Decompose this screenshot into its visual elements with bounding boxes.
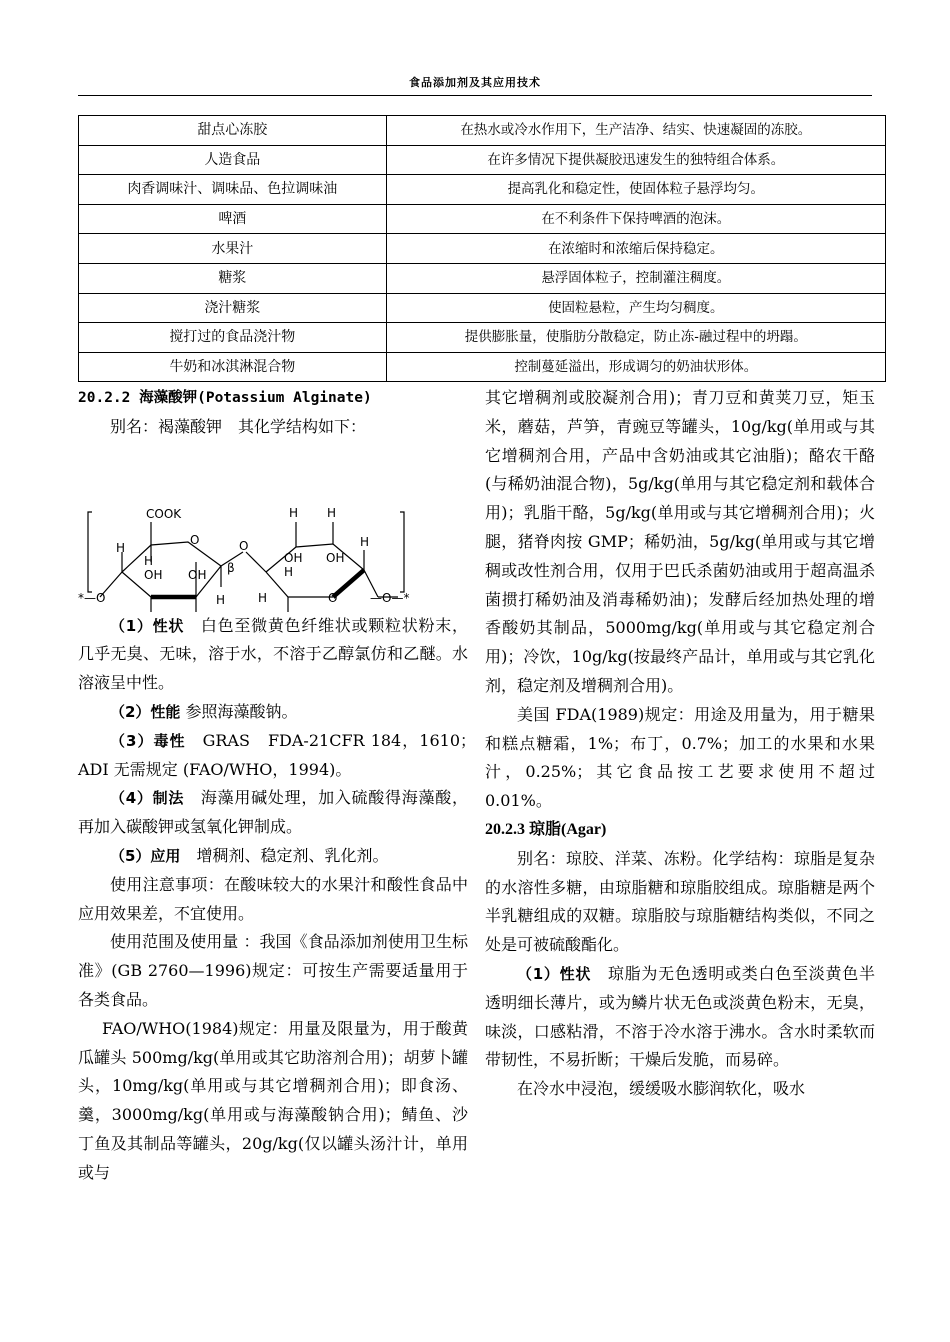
cell-food-category: 浇汁糖浆 bbox=[79, 293, 387, 323]
agar-property-appearance bbox=[485, 960, 875, 1075]
text-performance: 参照海藻酸钠。 bbox=[180, 701, 298, 721]
cell-function: 在热水或冷水作用下，生产洁净、结实、快速凝固的冻胶。 bbox=[386, 116, 885, 146]
cell-food-category: 糖浆 bbox=[79, 263, 387, 293]
text-preparation: 海藻用碱处理，加入硫酸得海藻酸，再加入碳酸钾或氢氧化钾制成。 bbox=[78, 788, 468, 837]
table-row bbox=[79, 352, 886, 382]
label-oh-4: OH bbox=[326, 550, 345, 565]
label-h-8: H bbox=[360, 534, 370, 549]
cell-food-category: 肉香调味汁、调味品、色拉调味油 bbox=[79, 175, 387, 205]
kw-preparation: （4）制法 bbox=[110, 789, 185, 808]
agar-alias: 别名：琼胶、洋菜、冻粉。化学结构：琼脂是复杂的水溶性多糖，由琼脂糖和琼脂胶组成。琼脂糖是两个半乳糖组成的双糖。琼脂胶与琼脂糖结构类似，不同之处是可被硫酸酯化。 bbox=[485, 848, 875, 955]
label-h-9: H bbox=[284, 564, 294, 579]
text-toxicity: GRAS FDA-21CFR 184，1610； ADI 无需规定 (FAO/WHO，1994)。 bbox=[78, 730, 485, 779]
table-row bbox=[79, 263, 886, 293]
cell-function: 在浓缩时和浓缩后保持稳定。 bbox=[386, 234, 885, 264]
label-h-2: H bbox=[144, 553, 154, 568]
kw-toxicity: （3）毒性 bbox=[110, 731, 186, 750]
cell-food-category: 牛奶和冰淇淋混合物 bbox=[79, 352, 387, 382]
label-h-3: H bbox=[216, 592, 226, 607]
label-oh-2: OH bbox=[188, 567, 207, 582]
label-h-7: H bbox=[327, 505, 337, 520]
fao-who-regulation: FAO/WHO(1984)规定：用量及限量为，用于酸黄瓜罐头 500mg/kg(单用或其它助溶剂合用)；胡萝卜罐头，10mg/kg(单用或与其它增稠剂合用)；即食汤、羹，3000mg/kg(单用或与海藻酸钠合用)；鲭鱼、沙丁鱼及其制品等罐头，20g/kg(仅以罐头汤汁计，单用或与 bbox=[78, 1018, 468, 1182]
kw-appearance: （1）性状 bbox=[110, 616, 185, 635]
label-end-left: *—O bbox=[78, 590, 106, 605]
cell-food-category: 水果汁 bbox=[79, 234, 387, 264]
property-appearance bbox=[78, 612, 468, 698]
text-appearance: 白色至微黄色纤维状或颗粒状粉末，几乎无臭、无味，溶于水，不溶于乙醇氯仿和乙醚。水溶液呈中性。 bbox=[78, 615, 468, 693]
label-oh-3: OH bbox=[284, 550, 303, 565]
text-application: 增稠剂、稳定剂、乳化剂。 bbox=[180, 845, 389, 865]
label-beta: β bbox=[227, 560, 235, 575]
label-ring-o-2: O bbox=[328, 590, 338, 605]
label-end-right: —O—* bbox=[370, 590, 410, 605]
table-row bbox=[79, 204, 886, 234]
label-oh-1: OH bbox=[144, 567, 163, 582]
property-preparation bbox=[78, 784, 468, 842]
fda-regulation: 美国 FDA(1989)规定：用途及用量为，用于糖果和糕点糖霜，1%；布丁，0.7%；加工的水果和水果汁，0.25%；其它食品按工艺要求使用不超过 0.01%。 bbox=[485, 704, 875, 811]
label-h-10: H bbox=[258, 590, 268, 605]
table-row bbox=[79, 116, 886, 146]
table-row bbox=[79, 234, 886, 264]
cell-food-category: 甜点心冻胶 bbox=[79, 116, 387, 146]
property-toxicity bbox=[78, 727, 485, 785]
kw-application: （5）应用 bbox=[110, 846, 181, 865]
cell-function: 提高乳化和稳定性，使固体粒子悬浮均匀。 bbox=[386, 175, 885, 205]
cell-function: 在许多情况下提供凝胶迅速发生的独特组合体系。 bbox=[386, 145, 885, 175]
cell-food-category: 人造食品 bbox=[79, 145, 387, 175]
right-column bbox=[485, 384, 875, 1104]
table-row bbox=[79, 293, 886, 323]
header-rule bbox=[78, 95, 872, 96]
cell-food-category: 搅打过的食品浇汁物 bbox=[79, 323, 387, 353]
application-table bbox=[78, 115, 886, 382]
agar-soaking: 在冷水中浸泡，缓缓吸水膨润软化，吸水 bbox=[517, 1079, 806, 1099]
cell-food-category: 啤酒 bbox=[79, 204, 387, 234]
kw-performance: （2）性能 bbox=[110, 702, 181, 721]
left-column bbox=[78, 384, 485, 1188]
table-row bbox=[79, 145, 886, 175]
cell-function: 使固粒悬粒，产生均匀稠度。 bbox=[386, 293, 885, 323]
cell-function: 提供膨胀量，使脂肪分散稳定，防止冻-融过程中的坍蹋。 bbox=[386, 323, 885, 353]
alias-line: 别名：褐藻酸钾 其化学结构如下： bbox=[110, 416, 367, 436]
label-ring-o-1: O bbox=[190, 532, 200, 547]
label-h-1: H bbox=[116, 540, 126, 555]
table-row bbox=[79, 175, 886, 205]
running-header: 食品添加剂及其应用技术 bbox=[409, 76, 541, 89]
label-h-6: H bbox=[289, 505, 299, 520]
property-application bbox=[78, 842, 468, 871]
label-cook-1: COOK bbox=[146, 506, 182, 521]
fao-who-continued: 其它增稠剂或胶凝剂合用)；青刀豆和黄荚刀豆，矩玉米，蘑菇，芦笋，青豌豆等罐头，10g/kg(单用或与其它增稠剂合用，产品中含奶油或其它油脂)；酪农干酪(与稀奶油混合物)，5g/kg(单用与其它稳定剂和载体合用)；乳脂干酪，5g/kg(单用或与其它增稠剂合用)；火腿，猪脊肉按 GMP；稀奶油，5g/kg(单用或与其它增稠或改性剂合用，仅用于巴氏杀菌奶油或用于超高温杀菌掼打稀奶油及消毒稀奶油)；发酵后经加热处理的增香酸奶其制品，5000mg/kg(单用或与其它稳定剂合用)；冷饮，10g/kg(按最终产品计，单用或与其它乳化剂，稳定剂及增稠剂合用)。 bbox=[485, 388, 875, 695]
kw-agar-appearance: （1）性状 bbox=[517, 964, 592, 983]
label-bridge-o: O bbox=[239, 538, 249, 553]
text-agar-appearance: 琼脂为无色透明或类白色至淡黄色半透明细长薄片，或为鳞片状无色或淡黄色粉末，无臭，味淡，口感粘滑，不溶于冷水溶于沸水。含水时柔软而带韧性，不易折断；干燥后发脆，而易碎。 bbox=[485, 963, 875, 1070]
section-heading-potassium-alginate: 20.2.2 海藻酸钾(Potassium Alginate) bbox=[78, 390, 372, 406]
chemical-structure-diagram bbox=[78, 442, 468, 612]
usage-notes: 使用注意事项：在酸味较大的水果汁和酸性食品中应用效果差，不宜使用。 bbox=[78, 874, 468, 923]
cell-function: 控制蔓延溢出，形成调匀的奶油状形体。 bbox=[386, 352, 885, 382]
section-heading-agar: 20.2.3 琼脂(Agar) bbox=[485, 820, 607, 838]
alginate-structure-svg bbox=[78, 442, 468, 612]
usage-range: 使用范围及使用量 ：我国《食品添加剂使用卫生标准》(GB 2760—1996)规定：可按生产需要适量用于各类食品。 bbox=[78, 932, 468, 1009]
cell-function: 在不利条件下保持啤酒的泡沫。 bbox=[386, 204, 885, 234]
property-performance bbox=[78, 698, 468, 727]
cell-function: 悬浮固体粒子，控制灌注稠度。 bbox=[386, 263, 885, 293]
table-row bbox=[79, 323, 886, 353]
